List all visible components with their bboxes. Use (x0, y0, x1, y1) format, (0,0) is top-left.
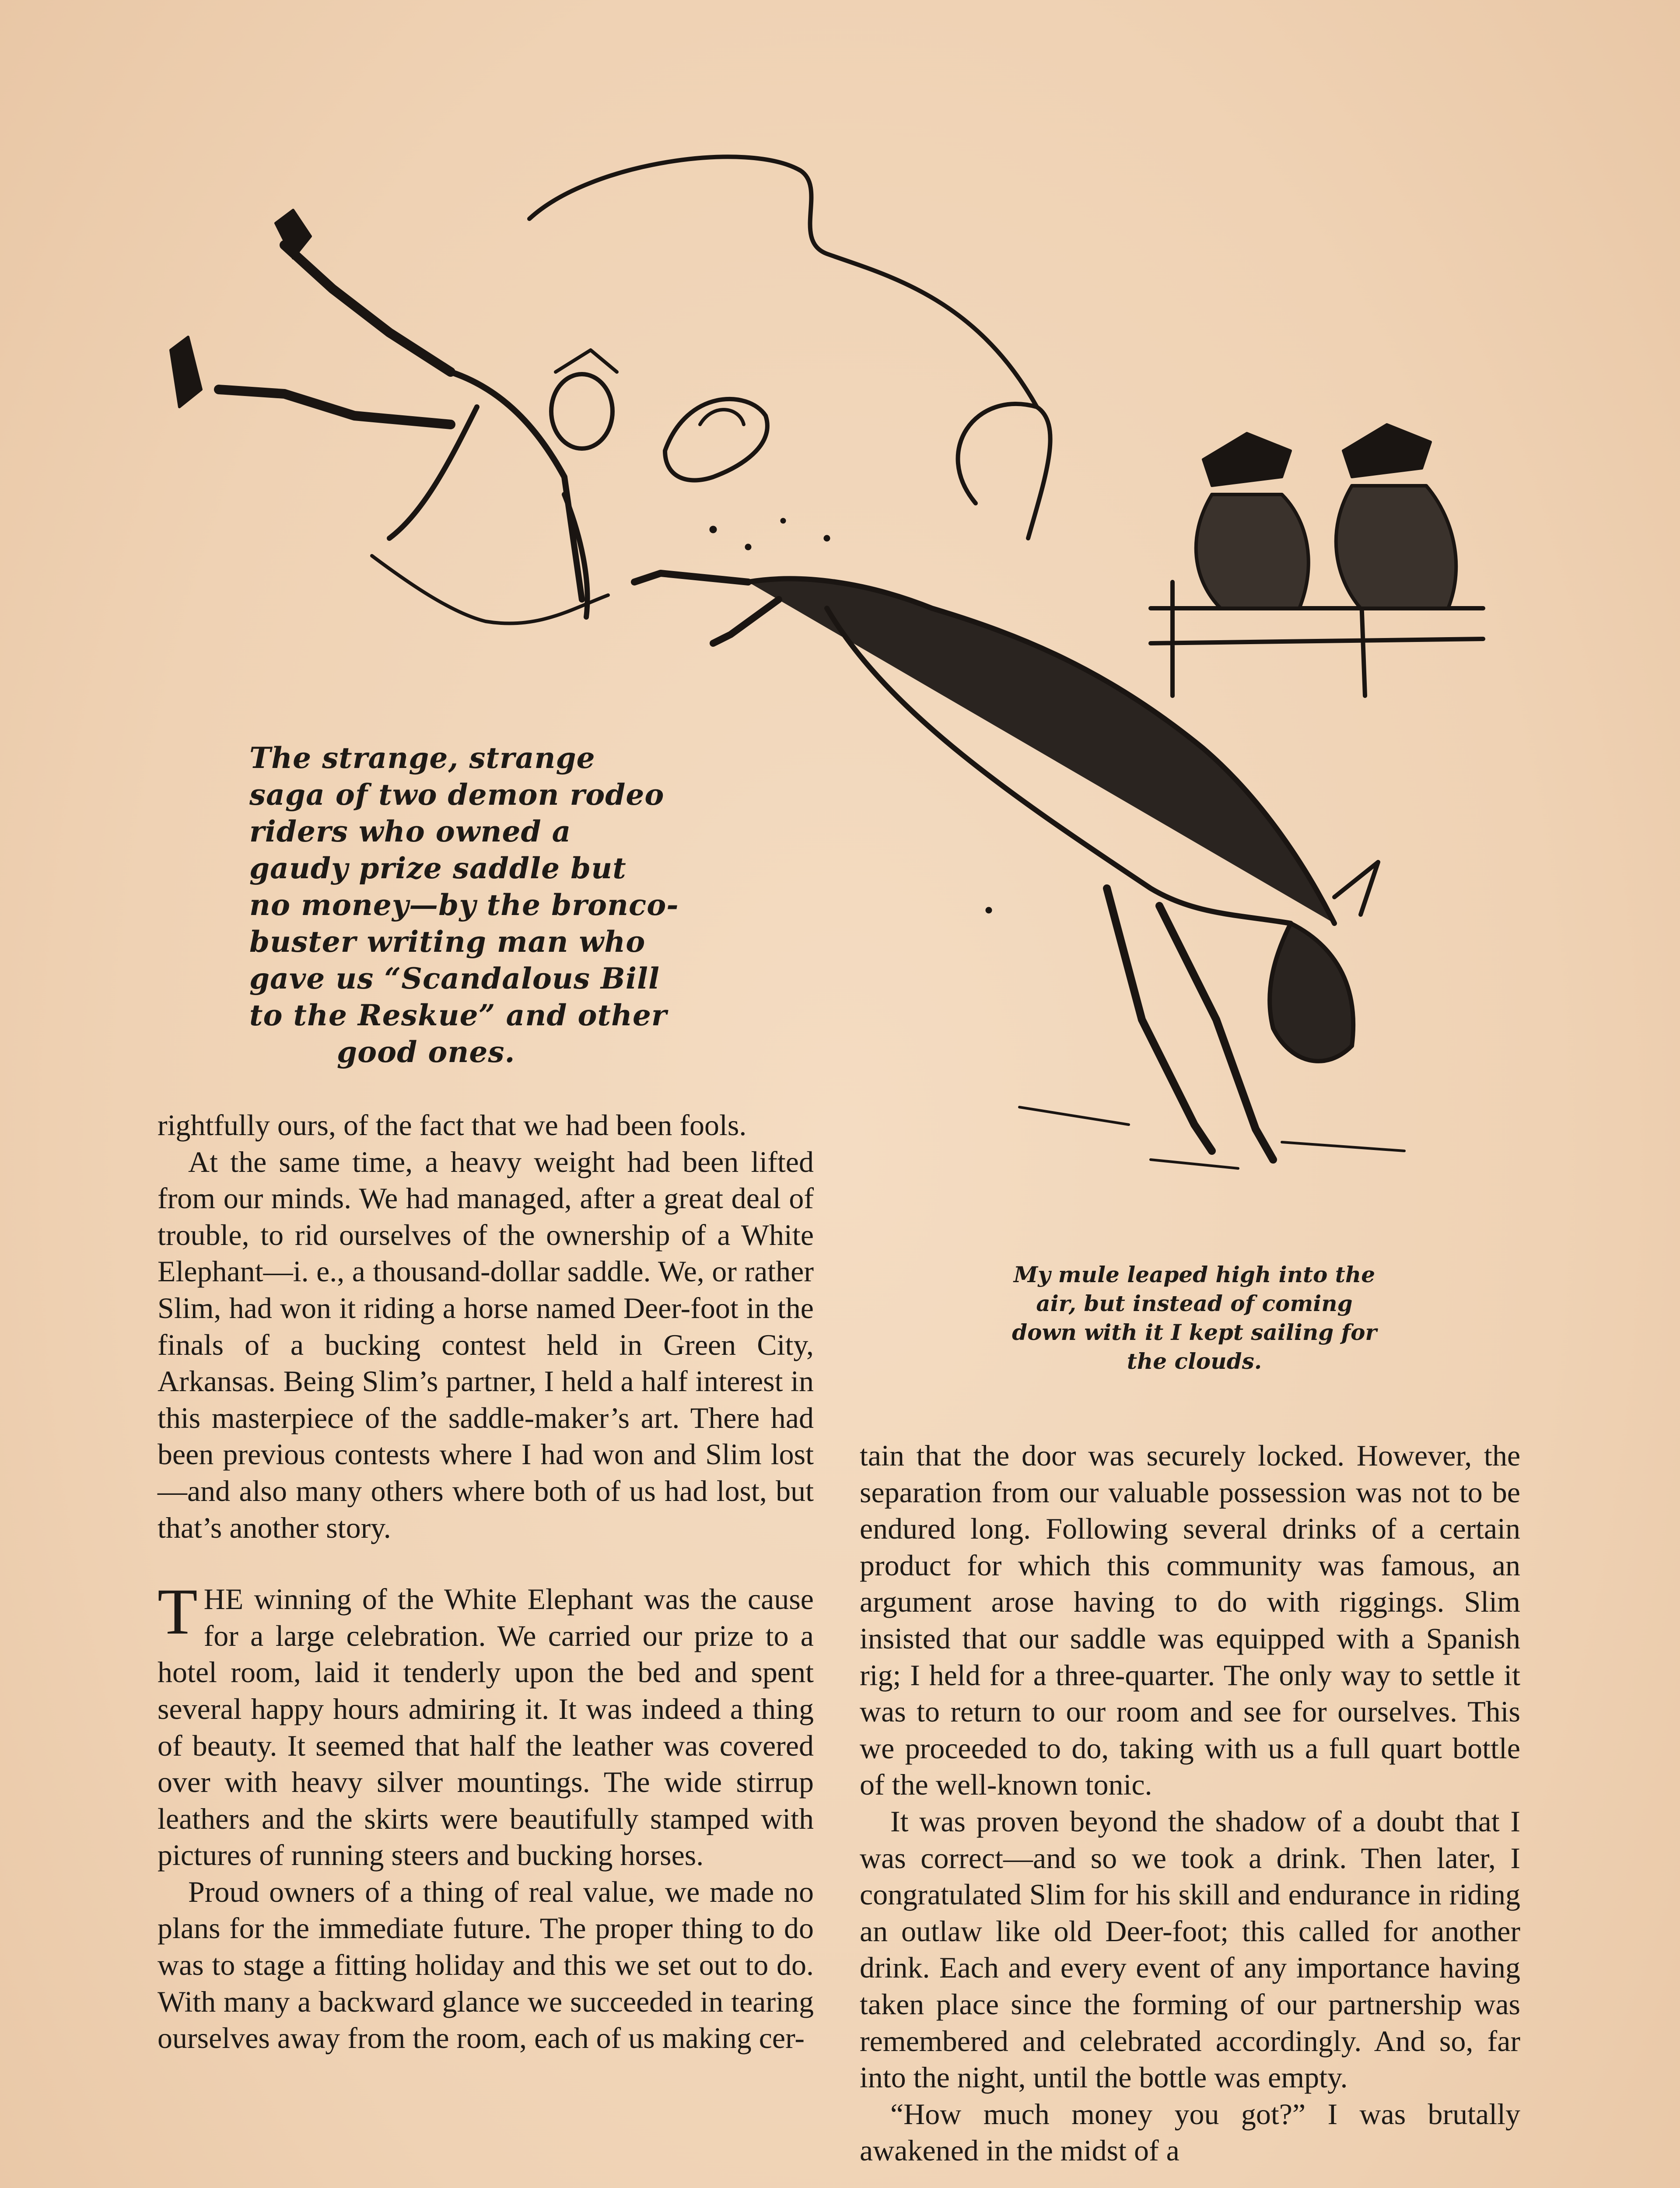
caption-line: My mule leaped high into the (1013, 1262, 1376, 1287)
paragraph: “How much money you got?” I was brutally awakened in the midst of a (860, 2097, 1520, 2167)
drop-cap: T (158, 1575, 198, 1648)
blurb-line: The strange, strange (249, 741, 595, 775)
paragraph-with-dropcap (158, 1575, 814, 1874)
illustration-caption (971, 1260, 1418, 1376)
paragraph: It was proven beyond the shadow of a doubt that I was correct—and so we took a drink. Then later, I congratulated Slim for his skill and endurance in riding an outlaw like old Deer-foot; this called for another drink. Each and every event of any importance having taken place since the forming of our partnership was remembered and celebrated accordingly. And so, far into the night, until the bottle was empty. (860, 1804, 1520, 2094)
caption-line: air, but instead of coming (1036, 1290, 1353, 1316)
blurb-line: riders who owned a (249, 814, 571, 849)
blurb-line: no money—by the bronco- (249, 888, 679, 922)
paragraph-text: HE winning of the White Elephant was the cause for a large celebration. We carried our prize to a hotel room, laid it tenderly upon the bed and spent several happy hours admiring it. It was indeed a thing of beauty. It seemed that half the leather was covered over with heavy silver mountings. The wide stirrup leathers and the skirts were beautifully stamped with pictures of running steers and bucking horses. (158, 1582, 814, 1872)
section-break (158, 1546, 814, 1581)
paragraph: Proud owners of a thing of real value, we made no plans for the immediate future. The proper thing to do was to stage a fitting holiday and this we set out to do. With many a backward glance we succeeded in tearing ourselves away from the room, each of us making cer- (158, 1875, 814, 2055)
blurb-line: gaudy prize saddle but (249, 851, 626, 885)
paragraph: rightfully ours, of the fact that we had been fools. (158, 1108, 747, 1142)
text-column-left (158, 1107, 814, 2057)
paragraph: At the same time, a heavy weight had been lifted from our minds. We had managed, after a great deal of trouble, to rid ourselves of the ownership of a White Elephant—i. e., a thousand-dollar saddle. We, or rather Slim, had won it riding a horse named Deer-foot in the finals of a bucking contest held in Green City, Arkansas. Being Slim’s partner, I held a half interest in this masterpiece of the saddle-maker’s art. There had been previous contests where I had won and Slim lost—and also many others where both of us had lost, but that’s another story. (158, 1145, 814, 1544)
paragraph: tain that the door was securely locked. However, the separation from our valuable possession was not to be endured long. Following several drinks of a certain product for which this community was famous, an argument arose having to do with riggings. Slim insisted that our saddle was equipped with a Spanish rig; I held for a three-quarter. The only way to settle it was to return to our room and see for ourselves. This we proceeded to do, taking with us a full quart bottle of the well-known tonic. (860, 1439, 1520, 1802)
blurb-line: good ones. (337, 1035, 515, 1069)
blurb-line: saga of two demon rodeo (249, 778, 665, 812)
caption-line: down with it I kept sailing for (1012, 1319, 1377, 1345)
story-blurb (249, 740, 679, 1070)
blurb-line: gave us “Scandalous Bill (249, 961, 660, 996)
text-column-right (860, 1438, 1520, 2169)
blurb-line: to the Reskue” and other (249, 998, 667, 1032)
blurb-line: buster writing man who (249, 925, 646, 959)
caption-line: the clouds. (1127, 1348, 1262, 1374)
